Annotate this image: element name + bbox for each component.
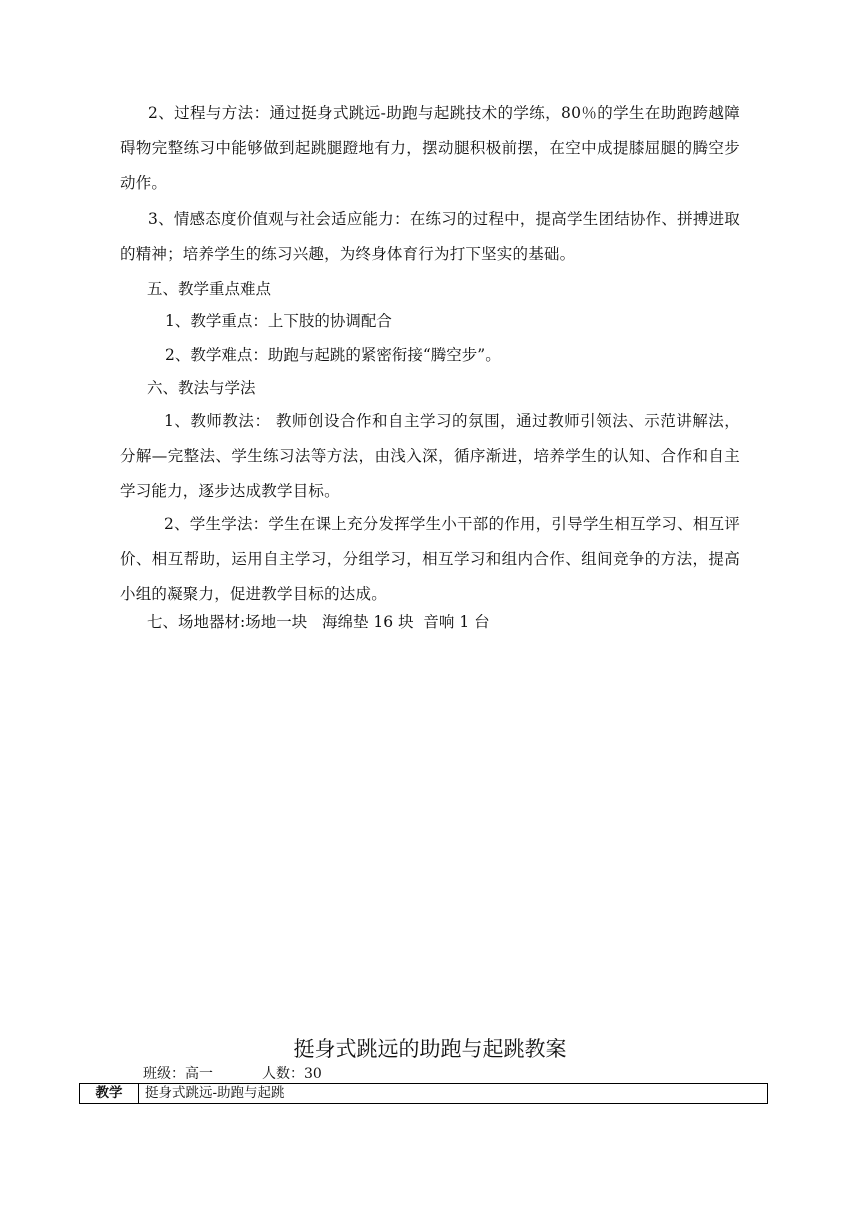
table-row-value: 挺身式跳远-助跑与起跳 [145,1085,285,1101]
section-equipment: 七、场地器材:场地一块 海绵垫 16 块 音响 1 台 [147,613,490,631]
objective-process-method: 2、过程与方法：通过挺身式跳远-助跑与起跳技术的学练，80％的学生在助跑跨越障碍物完整练习中能够做到起跳腿蹬地有力，摆动腿积极前摆，在空中成提膝屈腿的腾空步动作。 [120,104,740,192]
table-row-header: 教学 [80,1084,139,1103]
lesson-plan-title: 挺身式跳远的助跑与起跳教案 [293,1037,567,1061]
section-methods-heading: 六、教法与学法 [147,379,256,397]
teacher-method: 1、教师教法： 教师创设合作和自主学习的氛围，通过教师引领法、示范讲解法，分解—完整法、学生练习法等方法，由浅入深，循序渐进，培养学生的认知、合作和自主学习能力，逐步达成教学目标。 [120,412,740,500]
difficulty-item: 2、教学难点：助跑与起跳的紧密衔接“腾空步”。 [165,346,501,364]
student-method: 2、学生学法：学生在课上充分发挥学生小干部的作用，引导学生相互学习、相互评价、相互帮助，运用自主学习，分组学习，相互学习和组内合作、组间竞争的方法，提高小组的凝聚力，促进教学目标的达成。 [120,515,740,603]
key-point-item: 1、教学重点：上下肢的协调配合 [165,312,392,330]
class-label: 班级：高一 [143,1066,213,1082]
objective-attitude: 3、情感态度价值观与社会适应能力：在练习的过程中，提高学生团结协作、拼搏进取的精神；培养学生的练习兴趣，为终身体育行为打下坚实的基础。 [120,210,740,263]
section-key-points-heading: 五、教学重点难点 [147,280,272,298]
lesson-plan-table [79,1083,768,1104]
student-count-label: 人数：30 [262,1066,322,1082]
